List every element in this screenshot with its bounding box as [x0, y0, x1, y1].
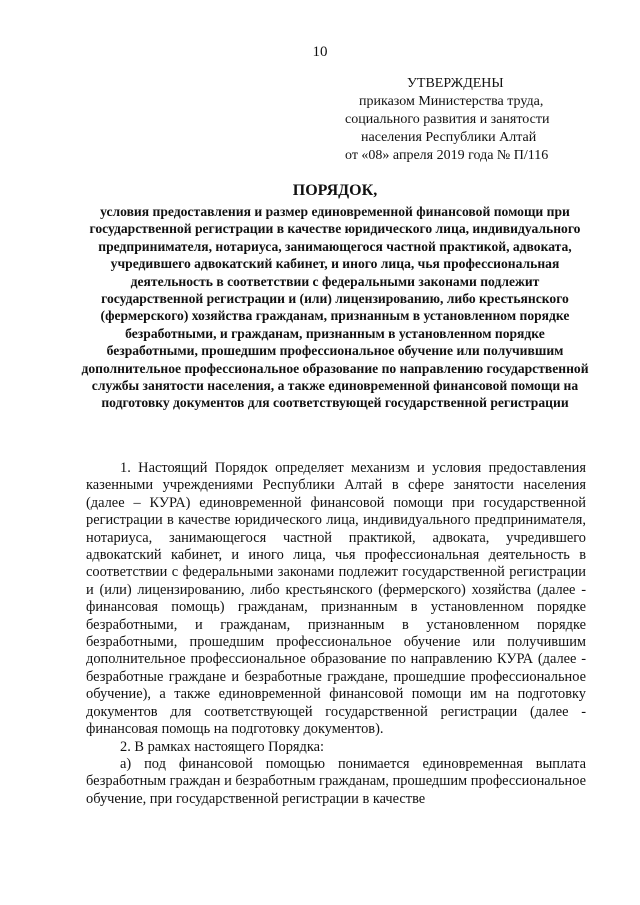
approval-line-date: от «08» апреля 2019 года № П/116 — [345, 148, 549, 163]
document-subtitle: условия предоставления и размер единовременной финансовой помощи при государственной регистрации в качестве юридического лица, индивидуального предпринимателя, нотариуса, занимающегося частной практикой, адвоката, учредившего адвокатский кабинет, и иного лица, чья профессиональная деятельность в соответствии с федеральными законами подлежит государственной регистрации и (или) лицензированию, либо крестьянского (фермерского) хозяйства гражданам, признанным в установленном порядке безработными, и гражданам, признанным в установленном порядке безработными, прошедшим профессиональное обучение или получившим дополнительное профессиональное образование по направлению государственной службы занятости населения, а также единовременной финансовой помощи на подготовку документов для соответствующей государственной регистрации — [81, 204, 589, 411]
paragraph-2a: а) под финансовой помощью понимается единовременная выплата безработным граждан и безработным гражданам, прошедшим профессиональное обучение, при государственной регистрации в качестве — [86, 755, 586, 807]
approval-line-republic: населения Республики Алтай — [361, 130, 537, 145]
approval-heading: УТВЕРЖДЕНЫ — [407, 76, 504, 91]
paragraph-2: 2. В рамках настоящего Порядка: — [120, 738, 325, 755]
paragraph-1: 1. Настоящий Порядок определяет механизм и условия предоставления казенными учреждениями Республики Алтай в сфере занятости населения (далее – КУРА) единовременной финансовой помощи при государственной регистрации в качестве юридического лица, индивидуального предпринимателя, нотариуса, занимающегося частной практикой, адвоката, учредившего адвокатский кабинет, и иного лица, чья профессиональная деятельность в соответствии с федеральными законами подлежит государственной регистрации и (или) лицензированию, либо крестьянского (фермерского) хозяйства (далее - финансовая помощь) гражданам, признанным в установленном порядке безработными, и гражданам, признанным в установленном порядке безработными, прошедшим профессиональное обучение или получившим дополнительное профессиональное образование по направлению КУРА (далее - безработные граждане и безработные граждане, прошедшие профессиональное обучение), а также единовременной финансовой помощи им на подготовку документов для соответствующей государственной регистрации (далее - финансовая помощь на подготовку документов). — [86, 460, 586, 738]
approval-line-ministry: социального развития и занятости — [345, 112, 550, 127]
title-block — [80, 180, 590, 412]
document-body — [86, 460, 586, 808]
approval-block — [345, 75, 575, 165]
page-number: 10 — [312, 44, 328, 60]
document-title: ПОРЯДОК, — [292, 182, 378, 199]
approval-line-order: приказом Министерства труда, — [359, 94, 544, 109]
